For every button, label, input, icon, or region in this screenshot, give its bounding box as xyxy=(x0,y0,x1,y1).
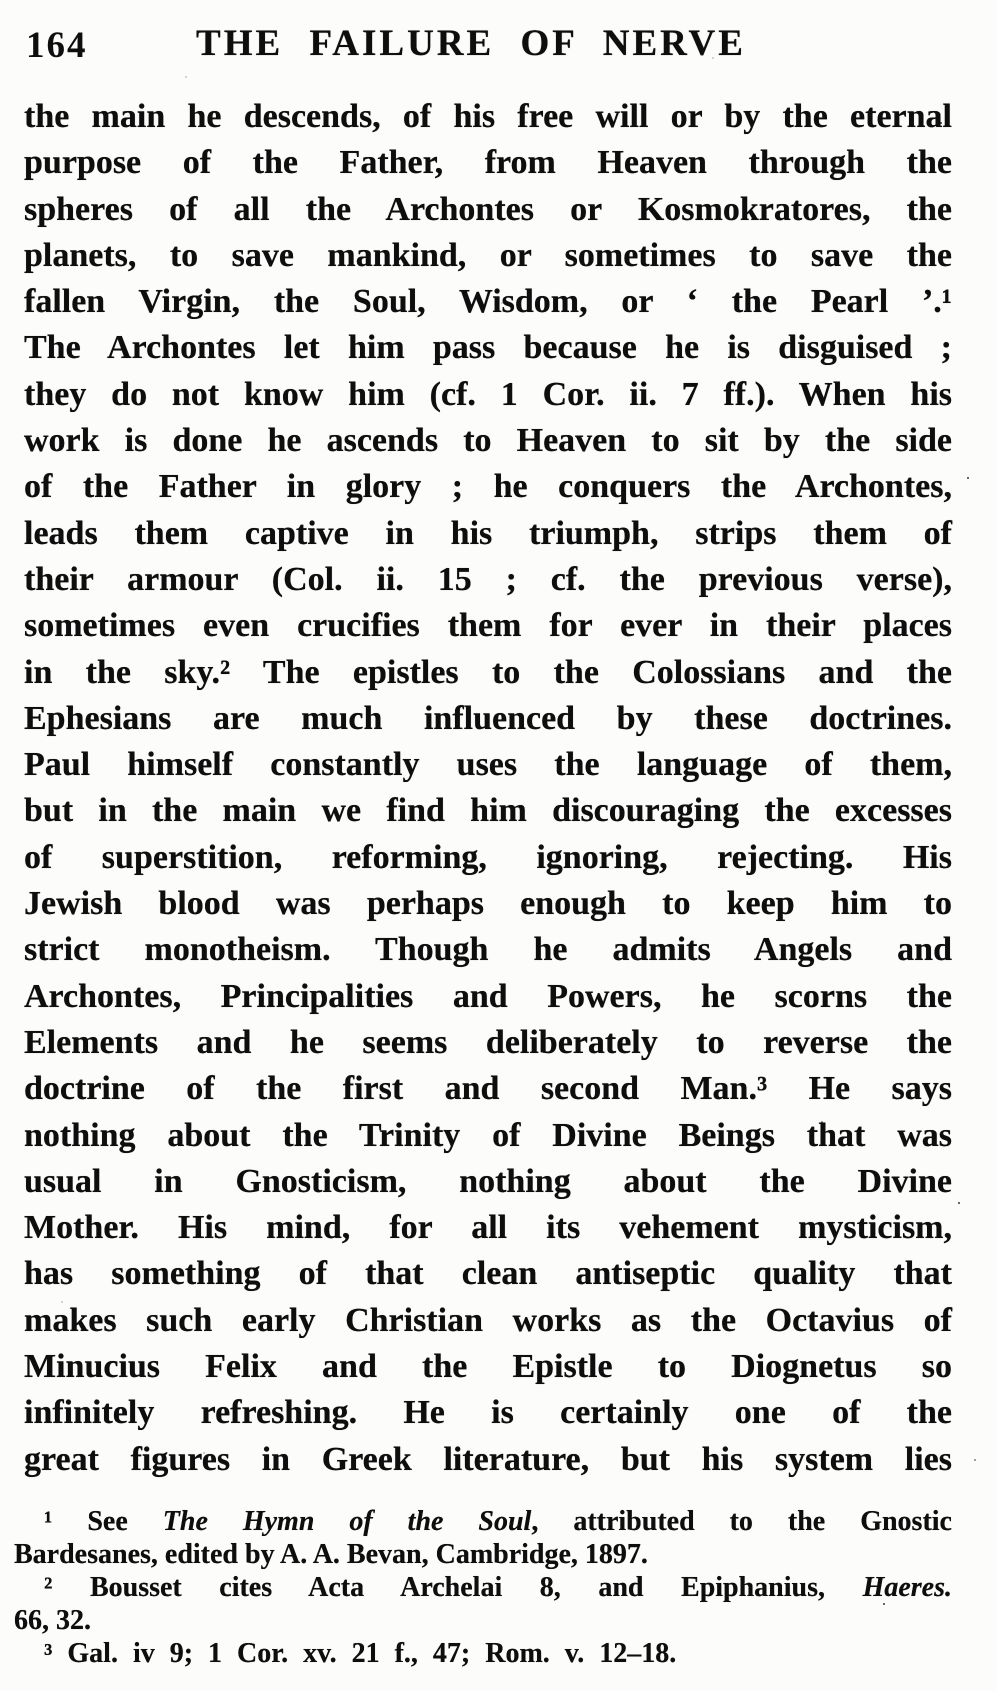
running-title: THE FAILURE OF NERVE xyxy=(196,23,746,64)
body-line: nothing about the Trinity of Divine Beings that was xyxy=(24,1116,952,1154)
footnote-2-line-2: 66, 32. xyxy=(14,1605,91,1636)
body-line: great figures in Greek literature, but his system lies xyxy=(24,1440,952,1478)
body-line: of superstition, reforming, ignoring, rejecting. His xyxy=(24,838,952,876)
body-text xyxy=(24,94,952,1483)
footnotes xyxy=(14,1505,952,1670)
footnote-1-line-1 xyxy=(14,1505,952,1538)
body-line: fallen Virgin, the Soul, Wisdom, or ‘ the Pearl ’.¹ xyxy=(24,283,952,321)
body-line: sometimes even crucifies them for ever in their places xyxy=(24,607,952,645)
body-line: they do not know him (cf. 1 Cor. ii. 7 ff.). When his xyxy=(24,375,952,413)
body-line: Paul himself constantly uses the language of them, xyxy=(24,746,952,784)
body-line: in the sky.² The epistles to the Colossians and the xyxy=(24,653,952,691)
body-line: Minucius Felix and the Epistle to Diognetus so xyxy=(24,1348,952,1386)
body-line: of the Father in glory ; he conquers the Archontes, xyxy=(24,468,952,506)
body-line: Ephesians are much influenced by these doctrines. xyxy=(24,699,952,737)
body-line: purpose of the Father, from Heaven through the xyxy=(24,144,952,182)
body-line: The Archontes let him pass because he is disguised ; xyxy=(24,329,952,367)
page-header xyxy=(24,22,952,78)
footnote-2-text-start: ² Bousset cites Acta Archelai 8, and Epiphanius, xyxy=(44,1572,863,1603)
footnote-1-work-title: The Hymn of the Soul xyxy=(162,1506,532,1537)
body-line: spheres of all the Archontes or Kosmokratores, the xyxy=(24,190,952,228)
footnote-1-text-end: , attributed to the Gnostic xyxy=(531,1506,952,1537)
body-line: the main he descends, of his free will or by the eternal xyxy=(24,98,952,135)
body-line: Mother. His mind, for all its vehement mysticism, xyxy=(24,1209,952,1247)
body-line: planets, to save mankind, or sometimes to save the xyxy=(24,236,952,274)
body-line: infinitely refreshing. He is certainly one of the xyxy=(24,1394,952,1432)
body-line: Archontes, Principalities and Powers, he scorns the xyxy=(24,977,952,1015)
footnote-1-text-start: ¹ See xyxy=(44,1506,163,1537)
footnote-3: ³ Gal. iv 9; 1 Cor. xv. 21 f., 47; Rom. v. 12–18. xyxy=(44,1638,677,1669)
body-line: Elements and he seems deliberately to reverse the xyxy=(24,1023,952,1061)
page-number: 164 xyxy=(26,25,88,66)
footnote-2-line-1 xyxy=(14,1571,952,1604)
body-line: but in the main we find him discouraging the excesses xyxy=(24,792,952,830)
body-line: Jewish blood was perhaps enough to keep him to xyxy=(24,885,952,923)
body-line: strict monotheism. Though he admits Angels and xyxy=(24,931,952,969)
body-line: work is done he ascends to Heaven to sit by the side xyxy=(24,422,952,460)
body-line: usual in Gnosticism, nothing about the Divine xyxy=(24,1162,952,1200)
body-line: their armour (Col. ii. 15 ; cf. the previous verse), xyxy=(24,560,952,598)
footnote-1-line-2: Bardesanes, edited by A. A. Bevan, Cambridge, 1897. xyxy=(14,1539,648,1570)
body-line: makes such early Christian works as the Octavius of xyxy=(24,1301,952,1339)
body-line: leads them captive in his triumph, strips them of xyxy=(24,514,952,552)
body-line: doctrine of the first and second Man.³ He says xyxy=(24,1070,952,1108)
footnote-2-work-title: Haeres. xyxy=(862,1572,952,1603)
body-line: has something of that clean antiseptic quality that xyxy=(24,1255,952,1293)
